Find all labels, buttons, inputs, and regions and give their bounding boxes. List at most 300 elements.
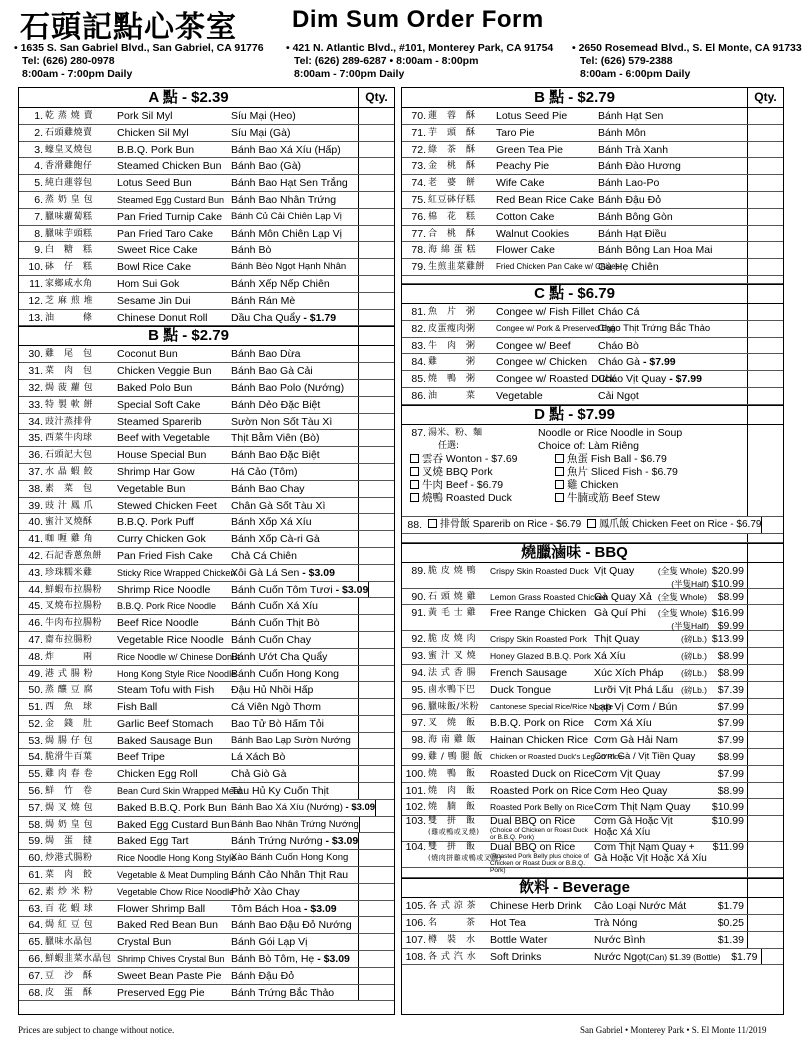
- noodle-option[interactable]: [410, 453, 555, 466]
- item-chinese: 西 魚 球: [45, 702, 93, 713]
- checkbox[interactable]: [410, 467, 419, 476]
- item-english: Crispy Skin Roasted Pork: [490, 634, 587, 645]
- item-english: Congee w/ Roasted Duck: [496, 373, 616, 386]
- qty-cell[interactable]: [748, 799, 783, 815]
- checkbox[interactable]: [555, 480, 564, 489]
- item-english: Hom Sui Gok: [117, 277, 180, 290]
- item-58: [19, 817, 394, 834]
- item-price: $0.25: [717, 916, 744, 929]
- item-chinese: 臘味芋頭糕: [45, 228, 93, 239]
- qty-cell[interactable]: [748, 842, 783, 867]
- qty-cell[interactable]: [359, 783, 394, 799]
- item-vietnamese-name: Bánh Ướt Cha Quẩy: [231, 650, 328, 663]
- item-102: [402, 799, 783, 816]
- qty-cell[interactable]: [748, 209, 783, 225]
- item-chinese: 素 菜 包: [45, 483, 93, 494]
- item-32: [19, 380, 394, 397]
- item-chinese: 燒 鴨 粥: [428, 374, 476, 385]
- item-english: Coconut Bun: [117, 348, 178, 361]
- item-english: Stewed Chicken Feet: [117, 499, 217, 512]
- qty-cell[interactable]: [359, 108, 394, 124]
- item-chinese: 棉 花 糕: [428, 211, 476, 222]
- qty-cell[interactable]: [748, 682, 783, 698]
- qty-cell[interactable]: [369, 582, 394, 598]
- item-vietnamese-name: Cá Viên Ngò Thơm: [231, 701, 321, 714]
- item-cell: [19, 209, 359, 225]
- item-english: Crispy Skin Roasted Duck: [490, 565, 589, 576]
- item-9: [19, 242, 394, 259]
- item-chinese: 焗 腸 仔 包: [45, 735, 94, 746]
- section-a-title: A 點 - $2.39: [19, 88, 359, 107]
- size-label: (磅Lb.): [681, 634, 707, 645]
- item-english: French Sausage: [490, 666, 568, 679]
- qty-cell[interactable]: [359, 276, 394, 292]
- qty-cell[interactable]: [748, 388, 783, 404]
- item-chinese: 雞 肉 春 卷: [45, 769, 94, 780]
- item-number: 58.: [28, 818, 43, 831]
- item-price: $8.99: [717, 750, 744, 763]
- item-vietnamese: [231, 242, 358, 258]
- line: [594, 898, 747, 914]
- item-81: [402, 304, 783, 321]
- item-number: 30.: [28, 348, 43, 361]
- item-chinese-name: 雙 拼 飯: [428, 842, 476, 853]
- item-cell: [19, 414, 359, 430]
- checkbox[interactable]: [555, 493, 564, 502]
- hours: 8:00am - 6:00pm Daily: [580, 68, 691, 80]
- item-number: 59.: [28, 835, 43, 848]
- qty-cell[interactable]: [748, 125, 783, 141]
- qty-cell[interactable]: [748, 665, 783, 681]
- item-cell: [402, 898, 748, 914]
- qty-cell[interactable]: [748, 766, 783, 782]
- qty-cell[interactable]: [748, 699, 783, 715]
- item-price: $11.99: [712, 841, 744, 854]
- item-english: Pork Sil Myl: [117, 110, 173, 122]
- qty-cell[interactable]: [748, 321, 783, 337]
- noodle-option[interactable]: [410, 479, 555, 492]
- qty-cell[interactable]: [359, 310, 394, 326]
- item-english: Wife Cake: [496, 177, 545, 190]
- item-cell: [402, 589, 748, 605]
- qty-cell[interactable]: [359, 548, 394, 564]
- item-english: Vegetable & Meat Dumpling: [117, 870, 229, 881]
- qty-cell[interactable]: [748, 563, 783, 588]
- item-vietnamese-name: Xúc Xích Pháp: [594, 666, 664, 679]
- item-number: 3.: [34, 143, 43, 156]
- item-cell: [19, 615, 359, 631]
- spacer: [402, 276, 783, 284]
- qty-cell[interactable]: [359, 380, 394, 396]
- item-chinese: 各 式 涼 茶: [428, 901, 477, 912]
- item-number: 105.: [405, 900, 426, 913]
- qty-cell[interactable]: [748, 259, 783, 275]
- qty-cell[interactable]: [359, 632, 394, 648]
- qty-cell[interactable]: [359, 733, 394, 749]
- item-price: $1.79: [717, 900, 744, 913]
- disclaimer: Prices are subject to change without notice.: [18, 1025, 175, 1035]
- item-vietnamese: [598, 125, 747, 141]
- item-price: - $3.09: [301, 902, 337, 915]
- qty-cell[interactable]: [748, 732, 783, 748]
- item-vietnamese: [231, 125, 358, 141]
- item-chinese: 石記香蔥魚餅: [45, 550, 103, 561]
- qty-cell[interactable]: [359, 192, 394, 208]
- item-vietnamese: [231, 615, 358, 631]
- item-cell: [19, 968, 359, 984]
- item-vietnamese-name: Bánh Bao (Gà): [231, 160, 302, 173]
- item-vietnamese: [231, 968, 358, 984]
- item-cell: [402, 563, 748, 588]
- item-number: 101.: [405, 784, 426, 797]
- qty-cell[interactable]: [359, 414, 394, 430]
- section-d-title: D 點 - $7.99: [402, 406, 748, 424]
- qty-cell[interactable]: [762, 517, 783, 533]
- item-vietnamese-name: Bánh Bao Đậu Đỏ Nướng: [231, 919, 352, 932]
- item-cell: [402, 799, 748, 815]
- item-106: [402, 915, 783, 932]
- qty-cell[interactable]: [359, 833, 394, 849]
- item-vietnamese-name: Bánh Bao Nhân Trứng: [231, 193, 337, 206]
- option-chicken-feet[interactable]: [581, 517, 761, 533]
- item-cell: [402, 932, 748, 948]
- item-vietnamese: [231, 565, 358, 581]
- item-cell: [19, 901, 359, 917]
- item-vietnamese: [598, 158, 747, 174]
- item-number: 31.: [28, 365, 43, 378]
- qty-cell[interactable]: [359, 346, 394, 362]
- item-english: Baked Egg Tart: [117, 835, 189, 848]
- footer-locations: San Gabriel • Monterey Park • S. El Monte 11/2019: [580, 1025, 767, 1035]
- qty-cell[interactable]: [748, 605, 783, 630]
- qty-cell[interactable]: [748, 648, 783, 664]
- item-cell: [19, 108, 359, 124]
- item-vietnamese-name: Xào Bánh Cuốn Hong Kong: [231, 852, 349, 864]
- item-vietnamese-name: Thịt Bằm Viên (Bò): [231, 432, 320, 445]
- item-number: 77.: [411, 227, 426, 240]
- item-95: [402, 682, 783, 699]
- qty-cell[interactable]: [376, 800, 394, 816]
- item-english: Beef Rice Noodle: [117, 617, 199, 630]
- section-c-header: [402, 284, 783, 304]
- qty-cell[interactable]: [359, 531, 394, 547]
- noodle-option[interactable]: [555, 479, 700, 492]
- item-vietnamese: [231, 430, 358, 446]
- item-vietnamese-name: Cơm Gà Hoặc Vịt: [594, 816, 673, 828]
- qty-cell[interactable]: [359, 175, 394, 191]
- checkbox[interactable]: [410, 454, 419, 463]
- qty-cell[interactable]: [359, 682, 394, 698]
- qty-cell[interactable]: [359, 850, 394, 866]
- item-english: Walnut Cookies: [496, 227, 570, 240]
- item-english: Special Soft Cake: [117, 398, 201, 411]
- item-english: Chicken or Roasted Duck's Leg on Rice: [490, 751, 623, 761]
- qty-header: Qty.: [365, 90, 388, 104]
- qty-cell[interactable]: [748, 242, 783, 258]
- qty-cell[interactable]: [748, 425, 783, 516]
- checkbox[interactable]: [587, 519, 596, 528]
- item-english: Pan Fried Turnip Cake: [117, 210, 223, 223]
- item-english: B.B.Q. Pork on Rice: [490, 717, 584, 730]
- item-choice-note: Choice of: Làm Riêng: [538, 439, 639, 452]
- phone: Tel: (626) 579-2388: [580, 55, 673, 67]
- qty-cell[interactable]: [359, 363, 394, 379]
- item-english: Roasted Pork Belly on Rice: [490, 802, 594, 813]
- qty-cell[interactable]: [359, 985, 394, 1001]
- qty-cell[interactable]: [748, 354, 783, 370]
- item-cell: [19, 766, 359, 782]
- qty-cell[interactable]: [748, 932, 783, 948]
- item-english: Chinese Herb Drink: [490, 900, 582, 913]
- qty-cell[interactable]: [359, 901, 394, 917]
- qty-cell[interactable]: [748, 915, 783, 931]
- section-beverage-title: 飲料 - Beverage: [402, 879, 748, 897]
- item-english: Steamed Sparerib: [117, 415, 202, 428]
- item-vietnamese: [231, 783, 358, 799]
- item-number: 93.: [411, 650, 426, 663]
- item-vietnamese: [598, 108, 747, 124]
- noodle-option[interactable]: [555, 492, 700, 505]
- qty-cell[interactable]: [359, 649, 394, 665]
- item-vietnamese: [231, 951, 358, 967]
- qty-cell[interactable]: [748, 898, 783, 914]
- qty-cell[interactable]: [748, 715, 783, 731]
- line: [594, 682, 747, 698]
- qty-cell[interactable]: [748, 158, 783, 174]
- item-number: 108.: [405, 950, 426, 963]
- item-number: 32.: [28, 381, 43, 394]
- qty-cell[interactable]: [359, 259, 394, 275]
- item-number: 7.: [34, 210, 43, 223]
- item-cell: [19, 565, 359, 581]
- qty-cell[interactable]: [748, 589, 783, 605]
- section-b-title: B 點 - $2.79: [19, 327, 359, 345]
- qty-cell[interactable]: [359, 666, 394, 682]
- item-cell: [402, 766, 748, 782]
- item-cell: [402, 209, 748, 225]
- item-cell: [19, 716, 359, 732]
- qty-cell[interactable]: [748, 816, 783, 841]
- line: [594, 699, 747, 715]
- item-vietnamese: [231, 447, 358, 463]
- checkbox[interactable]: [428, 519, 437, 528]
- item-vietnamese-name: Lưỡi Vịt Phá Lấu: [594, 683, 674, 696]
- line: [594, 732, 747, 748]
- qty-cell[interactable]: [748, 304, 783, 320]
- item-number: 43.: [28, 566, 43, 579]
- item-vietnamese-name: Bao Tử Bò Hấm Tỏi: [231, 717, 325, 730]
- address: • 1635 S. San Gabriel Blvd., San Gabriel, CA 91776: [14, 42, 264, 54]
- item-vietnamese: [231, 293, 358, 309]
- qty-cell[interactable]: [359, 565, 394, 581]
- item-number: 67.: [28, 969, 43, 982]
- item-english: Crystal Bun: [117, 936, 172, 949]
- item-english: Pan Fried Taro Cake: [117, 227, 214, 240]
- item-price: - $7.99: [640, 356, 676, 369]
- item-chinese: 焗 奶 皇 包: [45, 819, 94, 830]
- qty-cell[interactable]: [748, 631, 783, 647]
- item-number: 104.: [405, 841, 426, 854]
- item-vietnamese: [231, 934, 358, 950]
- item-vietnamese: [231, 397, 358, 413]
- item-vietnamese: [598, 142, 747, 158]
- item-7: [19, 209, 394, 226]
- item-vietnamese: [231, 850, 358, 866]
- item-cell: [19, 363, 359, 379]
- item-english-note: (Choice of Chicken or Roast Duck or B.B.Q. Pork): [490, 827, 588, 842]
- qty-cell[interactable]: [359, 293, 394, 309]
- checkbox[interactable]: [555, 454, 564, 463]
- item-cell: [19, 934, 359, 950]
- item-vietnamese-name: Sườn Non Sốt Tàu Xì: [231, 415, 333, 428]
- item-chinese: 鮮 竹 卷: [45, 786, 93, 797]
- item-cell: [19, 582, 369, 598]
- location-monterey-park: [286, 42, 553, 81]
- qty-cell[interactable]: [359, 598, 394, 614]
- qty-cell[interactable]: [748, 192, 783, 208]
- qty-cell[interactable]: [359, 917, 394, 933]
- qty-cell[interactable]: [359, 125, 394, 141]
- item-39: [19, 498, 394, 515]
- item-vietnamese-name: Bánh Trứng Bắc Thảo: [231, 986, 335, 999]
- section-bbq-header: [402, 543, 783, 563]
- item-cell: [19, 447, 359, 463]
- qty-cell[interactable]: [359, 226, 394, 242]
- item-38: [19, 481, 394, 498]
- qty-cell[interactable]: [359, 766, 394, 782]
- noodle-option[interactable]: [555, 466, 700, 479]
- item-73: [402, 158, 783, 175]
- item-number: 44.: [28, 583, 43, 596]
- qty-cell[interactable]: [359, 884, 394, 900]
- item-37: [19, 464, 394, 481]
- qty-cell[interactable]: [359, 481, 394, 497]
- qty-cell[interactable]: [748, 175, 783, 191]
- noodle-option[interactable]: [410, 466, 555, 479]
- item-price: $20.99: [711, 564, 744, 577]
- item-vietnamese-name: Dầu Cha Quẩy: [231, 311, 301, 324]
- qty-cell[interactable]: [359, 447, 394, 463]
- item-chinese: [428, 842, 502, 867]
- item-number: 46.: [28, 617, 43, 630]
- item-43: [19, 565, 394, 582]
- item-number: 74.: [411, 177, 426, 190]
- item-number: 88.: [407, 518, 422, 531]
- qty-cell[interactable]: [359, 749, 394, 765]
- qty-cell[interactable]: [748, 108, 783, 124]
- checkbox[interactable]: [410, 480, 419, 489]
- qty-cell[interactable]: [359, 209, 394, 225]
- line: [594, 648, 747, 664]
- item-vietnamese-note: Hoặc Xá Xíu: [594, 827, 651, 839]
- item-chinese: 黃 毛 士 雞: [428, 608, 477, 619]
- item-vietnamese: [231, 414, 358, 430]
- qty-cell[interactable]: [748, 749, 783, 765]
- qty-cell[interactable]: [359, 430, 394, 446]
- option-label: 魚蛋 Fish Ball - $6.79: [567, 452, 667, 465]
- item-price: $16.99: [711, 607, 744, 620]
- item-number: 42.: [28, 549, 43, 562]
- option-sparerib[interactable]: [424, 517, 581, 533]
- item-vietnamese: [594, 915, 747, 931]
- item-41: [19, 531, 394, 548]
- qty-cell[interactable]: [748, 338, 783, 354]
- item-english: Baked B.B.Q. Pork Bun: [117, 801, 227, 814]
- item-vietnamese: [594, 699, 747, 715]
- qty-cell[interactable]: [762, 949, 784, 965]
- option-row: [410, 453, 743, 466]
- qty-cell[interactable]: [359, 951, 394, 967]
- qty-cell[interactable]: [359, 867, 394, 883]
- item-cell: [402, 304, 748, 320]
- qty-cell[interactable]: [359, 934, 394, 950]
- qty-cell[interactable]: [359, 514, 394, 530]
- qty-cell[interactable]: [748, 371, 783, 387]
- checkbox[interactable]: [555, 467, 564, 476]
- item-vietnamese: [231, 649, 358, 665]
- noodle-option[interactable]: [555, 453, 700, 466]
- item-cell: [402, 192, 748, 208]
- item-chinese: 雞 尾 包: [45, 349, 93, 360]
- qty-cell[interactable]: [359, 242, 394, 258]
- item-54: [19, 749, 394, 766]
- item-english: Green Tea Pie: [496, 143, 563, 156]
- item-english: Congee w/ Beef: [496, 339, 571, 352]
- item-chinese: 港 式 腸 粉: [45, 668, 94, 679]
- item-vietnamese: [598, 175, 747, 191]
- qty-cell[interactable]: [359, 498, 394, 514]
- qty-cell[interactable]: [359, 699, 394, 715]
- size-label: (磅Lb.): [681, 684, 707, 695]
- item-cell: [402, 321, 748, 337]
- item-number: 5.: [34, 177, 43, 190]
- qty-cell[interactable]: [359, 142, 394, 158]
- item-english: Steamed Egg Custard Bun: [117, 194, 225, 205]
- qty-cell[interactable]: [748, 783, 783, 799]
- item-number: 63.: [28, 902, 43, 915]
- qty-cell[interactable]: [359, 397, 394, 413]
- qty-cell[interactable]: [748, 142, 783, 158]
- item-number: 33.: [28, 398, 43, 411]
- checkbox[interactable]: [410, 493, 419, 502]
- item-vietnamese: [594, 732, 747, 748]
- item-77: [402, 226, 783, 243]
- item-english: Cotton Cake: [496, 210, 555, 223]
- noodle-option[interactable]: [410, 492, 555, 505]
- item-number: 1.: [34, 110, 43, 122]
- item-cell: [402, 949, 762, 965]
- item-vietnamese: [231, 632, 358, 648]
- location-el-monte: [572, 42, 802, 81]
- item-english: Honey Glazed B.B.Q. Pork: [490, 651, 592, 662]
- qty-cell[interactable]: [359, 968, 394, 984]
- item-chinese: 臘味水晶包: [45, 937, 93, 948]
- qty-cell[interactable]: [359, 615, 394, 631]
- qty-cell[interactable]: [359, 158, 394, 174]
- item-english: House Special Bun: [117, 449, 207, 462]
- qty-cell[interactable]: [359, 716, 394, 732]
- section-c-title: C 點 - $6.79: [402, 285, 748, 303]
- item-vietnamese: [594, 799, 747, 815]
- item-chinese-note: (燒肉拼雞或鴨或叉燒): [428, 854, 502, 863]
- item-number: 35.: [28, 432, 43, 445]
- item-vietnamese: [594, 682, 747, 698]
- item-chinese: 脆 皮 燒 鴨: [428, 565, 477, 576]
- item-english: B.B.Q. Pork Puff: [117, 516, 194, 529]
- qty-cell[interactable]: [360, 817, 394, 833]
- qty-cell[interactable]: [748, 226, 783, 242]
- qty-cell[interactable]: [359, 464, 394, 480]
